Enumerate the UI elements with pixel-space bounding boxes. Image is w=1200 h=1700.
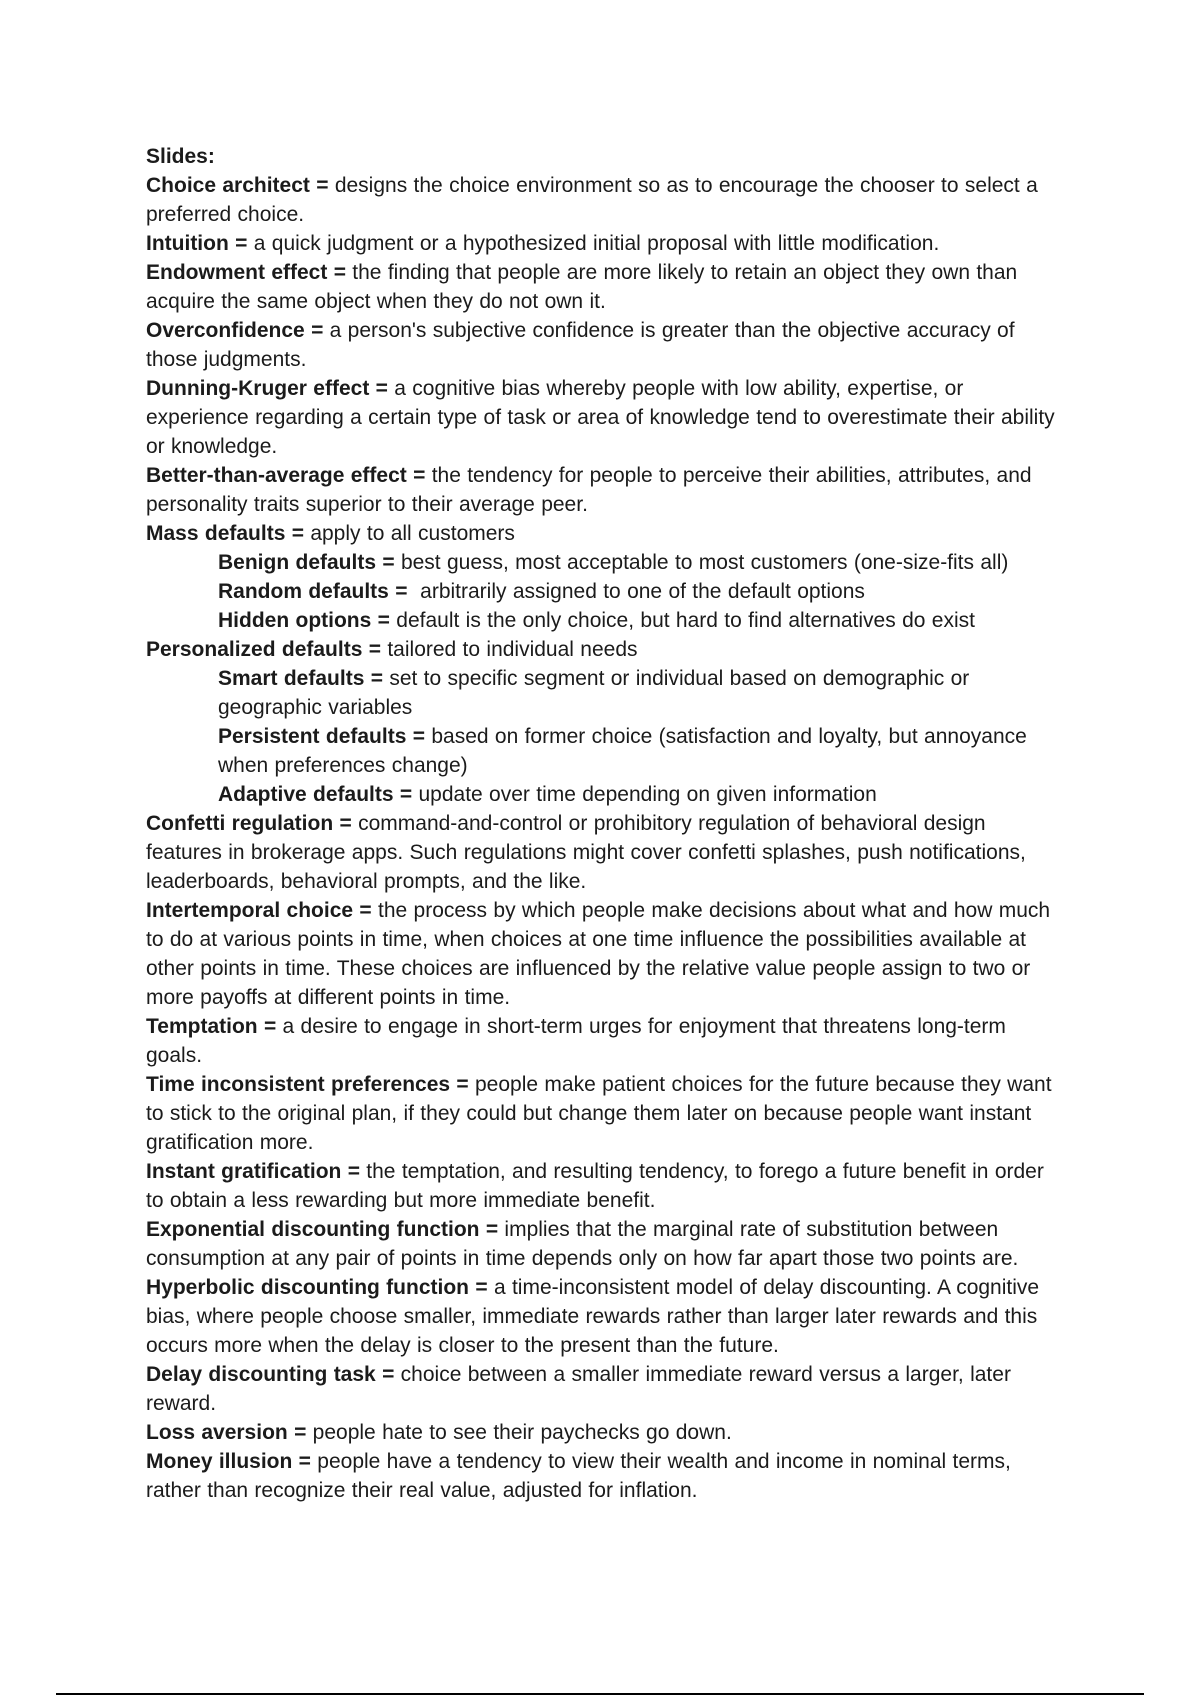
definition: a quick judgment or a hypothesized initial proposal with little modification. [253,232,940,255]
definition: people make patient choices for the future because they want to stick to the original plan, if they could but change them later on because people want instant gratification more. [146,1073,1052,1154]
definition: a cognitive bias whereby people with low ability, expertise, or experience regarding a certain type of task or area of knowledge tend to overestimate their ability or knowledge. [146,377,1055,458]
equals-separator: = [369,377,395,400]
term: Persistent defaults [218,725,407,748]
definition-entry [146,1447,1066,1505]
definition-entry [146,809,1066,896]
equals-separator: = [371,609,397,632]
term: Intuition [146,232,229,255]
definition-entry [146,461,1066,519]
equals-separator: = [469,1276,494,1299]
term: Instant gratification [146,1160,342,1183]
equals-separator: = [375,1363,401,1386]
equals-separator: = [285,522,311,545]
equals-separator: = [393,783,419,806]
equals-separator: = [406,464,432,487]
term: Exponential discounting function [146,1218,480,1241]
equals-separator: = [406,725,432,748]
equals-separator: = [257,1015,283,1038]
equals-separator: = [309,174,335,197]
term: Loss aversion [146,1421,288,1444]
definition-entry [146,519,1066,548]
term: Time inconsistent preferences [146,1073,451,1096]
definition: a person's subjective confidence is greater than the objective accuracy of those judgments. [146,319,1015,371]
definition: based on former choice (satisfaction and loyalty, but annoyance when preferences change) [218,725,1027,777]
sub-definition-entry [218,780,1066,809]
term: Mass defaults [146,522,286,545]
sub-definition-entry [218,664,1066,722]
equals-separator: = [287,1421,313,1444]
equals-separator: = [388,580,421,603]
definition: a time-inconsistent model of delay discounting. A cognitive bias, where people choose smaller, immediate rewards rather than larger later rewards and this occurs more when the delay is closer to the present than the future. [146,1276,1040,1357]
definition-entry [146,258,1066,316]
term: Choice architect [146,174,310,197]
equals-separator: = [362,638,388,661]
definition-entry [146,1070,1066,1157]
definition: people have a tendency to view their wealth and income in nominal terms, rather than recognize their real value, adjusted for inflation. [146,1450,1011,1502]
term: Temptation [146,1015,258,1038]
definition: best guess, most acceptable to most customers (one-size-fits all) [400,551,1009,574]
definition: the tendency for people to perceive their abilities, attributes, and personality traits superior to their average peer. [146,464,1032,516]
definition: implies that the marginal rate of substitution between consumption at any pair of points in time depends only on how far apart those two points are. [146,1218,1019,1270]
equals-separator: = [353,899,378,922]
equals-separator: = [341,1160,367,1183]
definition: default is the only choice, but hard to find alternatives do exist [396,609,975,632]
term: Personalized defaults [146,638,363,661]
term: Overconfidence [146,319,305,342]
definition: the process by which people make decisions about what and how much to do at various points in time, when choices at one time influence the possibilities available at other points in time. These choices are influenced by the relative value people assign to two or more payoffs at different points in time. [146,899,1051,1009]
definition: the finding that people are more likely to retain an object they own than acquire the same object when they do not own it. [146,261,1018,313]
definition-entry [146,1418,1066,1447]
definition: command-and-control or prohibitory regulation of behavioral design features in brokerage apps. Such regulations might cover confetti splashes, push notifications, leaderboards, behavioral prompts, and the like. [146,812,1026,893]
term: Hyperbolic discounting function [146,1276,469,1299]
term: Smart defaults [218,667,365,690]
section-heading: Slides: [146,145,215,168]
equals-separator: = [327,261,353,284]
definition-entry [146,635,1066,664]
definition-entry [146,316,1066,374]
sub-definition-entry [218,606,1066,635]
definition: arbitrarily assigned to one of the default options [420,580,865,603]
equals-separator: = [364,667,390,690]
term: Benign defaults [218,551,377,574]
definition-entry [146,1273,1066,1360]
term: Money illusion [146,1450,293,1473]
definition: update over time depending on given information [418,783,877,806]
definition: people hate to see their paychecks go down. [312,1421,732,1444]
definition-entry [146,1012,1066,1070]
definition-entry [146,171,1066,229]
definition-entry [146,229,1066,258]
sub-definition-entry [218,722,1066,780]
definition: choice between a smaller immediate reward versus a larger, later reward. [146,1363,1011,1415]
sub-definition-entry [218,577,1066,606]
term: Confetti regulation [146,812,334,835]
equals-separator: = [376,551,401,574]
footer-divider [56,1693,1144,1695]
definition: set to specific segment or individual based on demographic or geographic variables [218,667,970,719]
term: Random defaults [218,580,389,603]
equals-separator: = [450,1073,475,1096]
term: Adaptive defaults [218,783,394,806]
definition: apply to all customers [310,522,515,545]
term: Intertemporal choice [146,899,354,922]
definition-entry [146,1360,1066,1418]
sub-definition-entry [218,548,1066,577]
definition-entry [146,896,1066,1012]
definition-entry [146,374,1066,461]
equals-separator: = [479,1218,505,1241]
term: Better-than-average effect [146,464,407,487]
equals-separator: = [292,1450,318,1473]
equals-separator: = [304,319,330,342]
term: Dunning-Kruger effect [146,377,370,400]
definition: a desire to engage in short-term urges for enjoyment that threatens long-term goals. [146,1015,1006,1067]
term: Delay discounting task [146,1363,376,1386]
definition: designs the choice environment so as to encourage the chooser to select a preferred choice. [146,174,1038,226]
definition-entry [146,1157,1066,1215]
equals-separator: = [333,812,359,835]
definition-list [146,171,1066,1505]
term: Hidden options [218,609,372,632]
document-body [146,142,1066,1505]
definition-entry [146,1215,1066,1273]
equals-separator: = [228,232,254,255]
definition: tailored to individual needs [387,638,638,661]
term: Endowment effect [146,261,328,284]
definition: the temptation, and resulting tendency, to forego a future benefit in order to obtain a less rewarding but more immediate benefit. [146,1160,1044,1212]
